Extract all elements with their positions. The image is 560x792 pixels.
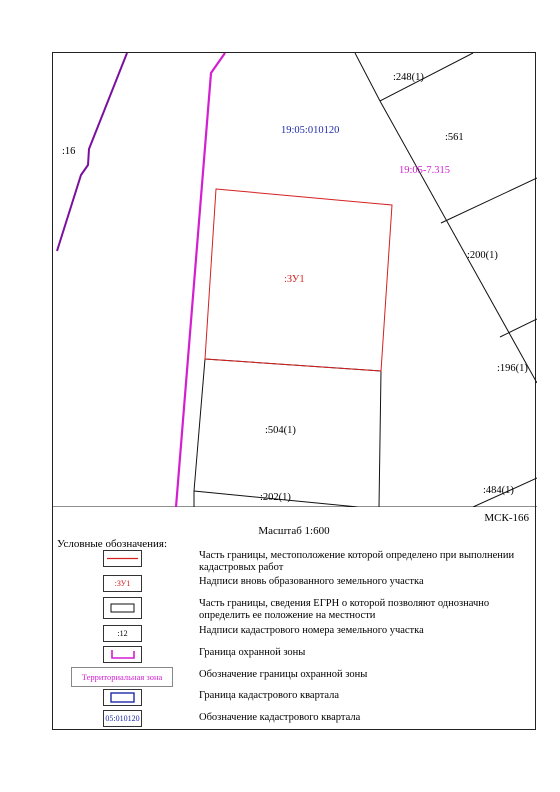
legend-desc-existing-boundary: Часть границы, сведения ЕГРН о которой позволяют однозначно определить ее положение на местности: [199, 598, 490, 621]
parcel-504-boundary: [194, 359, 205, 507]
legend-desc-new-parcel-label: Надписи вновь образованного земельного участка: [199, 576, 424, 587]
legend-symbol-new-boundary: [103, 550, 142, 567]
legend-desc-zone-label: Обозначение границы охранной зоны: [199, 669, 368, 680]
parcel-label-484: :484(1): [483, 485, 514, 496]
parcel-label-202: :202(1): [260, 492, 291, 503]
legend-title: Условные обозначения:: [57, 538, 168, 550]
legend-symbol-protection-zone: [103, 646, 142, 663]
legend-desc-protection-zone: Граница охранной зоны: [199, 647, 306, 658]
legend-desc-new-boundary: Часть границы, местоположение которой определено при выполнении кадастровых работ: [199, 550, 515, 573]
parcel-label-561: :561: [445, 132, 464, 143]
cadastral-sheet: [52, 52, 536, 730]
legend-symbol-quarter-label: 05:010120: [103, 710, 142, 727]
parcel-boundary: [500, 319, 537, 337]
parcel-boundary: [441, 178, 537, 223]
legend-symbol-new-parcel-label: :ЗУ1: [103, 575, 142, 592]
quarter-label: 19:05:010120: [281, 125, 340, 136]
parcel-label-16: :16: [62, 146, 76, 157]
parcel-boundary: [355, 53, 380, 101]
legend-symbol-existing-boundary: [103, 597, 142, 619]
coordinate-system-label: МСК-166: [484, 512, 529, 524]
parcel-label-196: :196(1): [497, 363, 528, 374]
legend-symbol-zone-label: Территориальная зона: [71, 667, 173, 687]
parcel-label-504: :504(1): [265, 425, 296, 436]
legend-desc-quarter-boundary: Граница кадастрового квартала: [199, 690, 340, 701]
parcel-label-200: :200(1): [467, 250, 498, 261]
new-parcel-label: :ЗУ1: [284, 274, 305, 285]
legend-symbol-quarter-boundary: [103, 689, 142, 706]
scale-text: Масштаб 1:600: [258, 525, 330, 537]
legend-symbol-cadastral-label: :12: [103, 625, 142, 642]
legend-desc-quarter-label: Обозначение кадастрового квартала: [199, 712, 361, 723]
protection-zone-line: [176, 53, 225, 507]
zone-label: 19:05-7.315: [399, 165, 451, 176]
parcel-label-248: :248(1): [393, 72, 424, 83]
legend-desc-cadastral-label: Надписи кадастрового номера земельного участка: [199, 625, 424, 636]
